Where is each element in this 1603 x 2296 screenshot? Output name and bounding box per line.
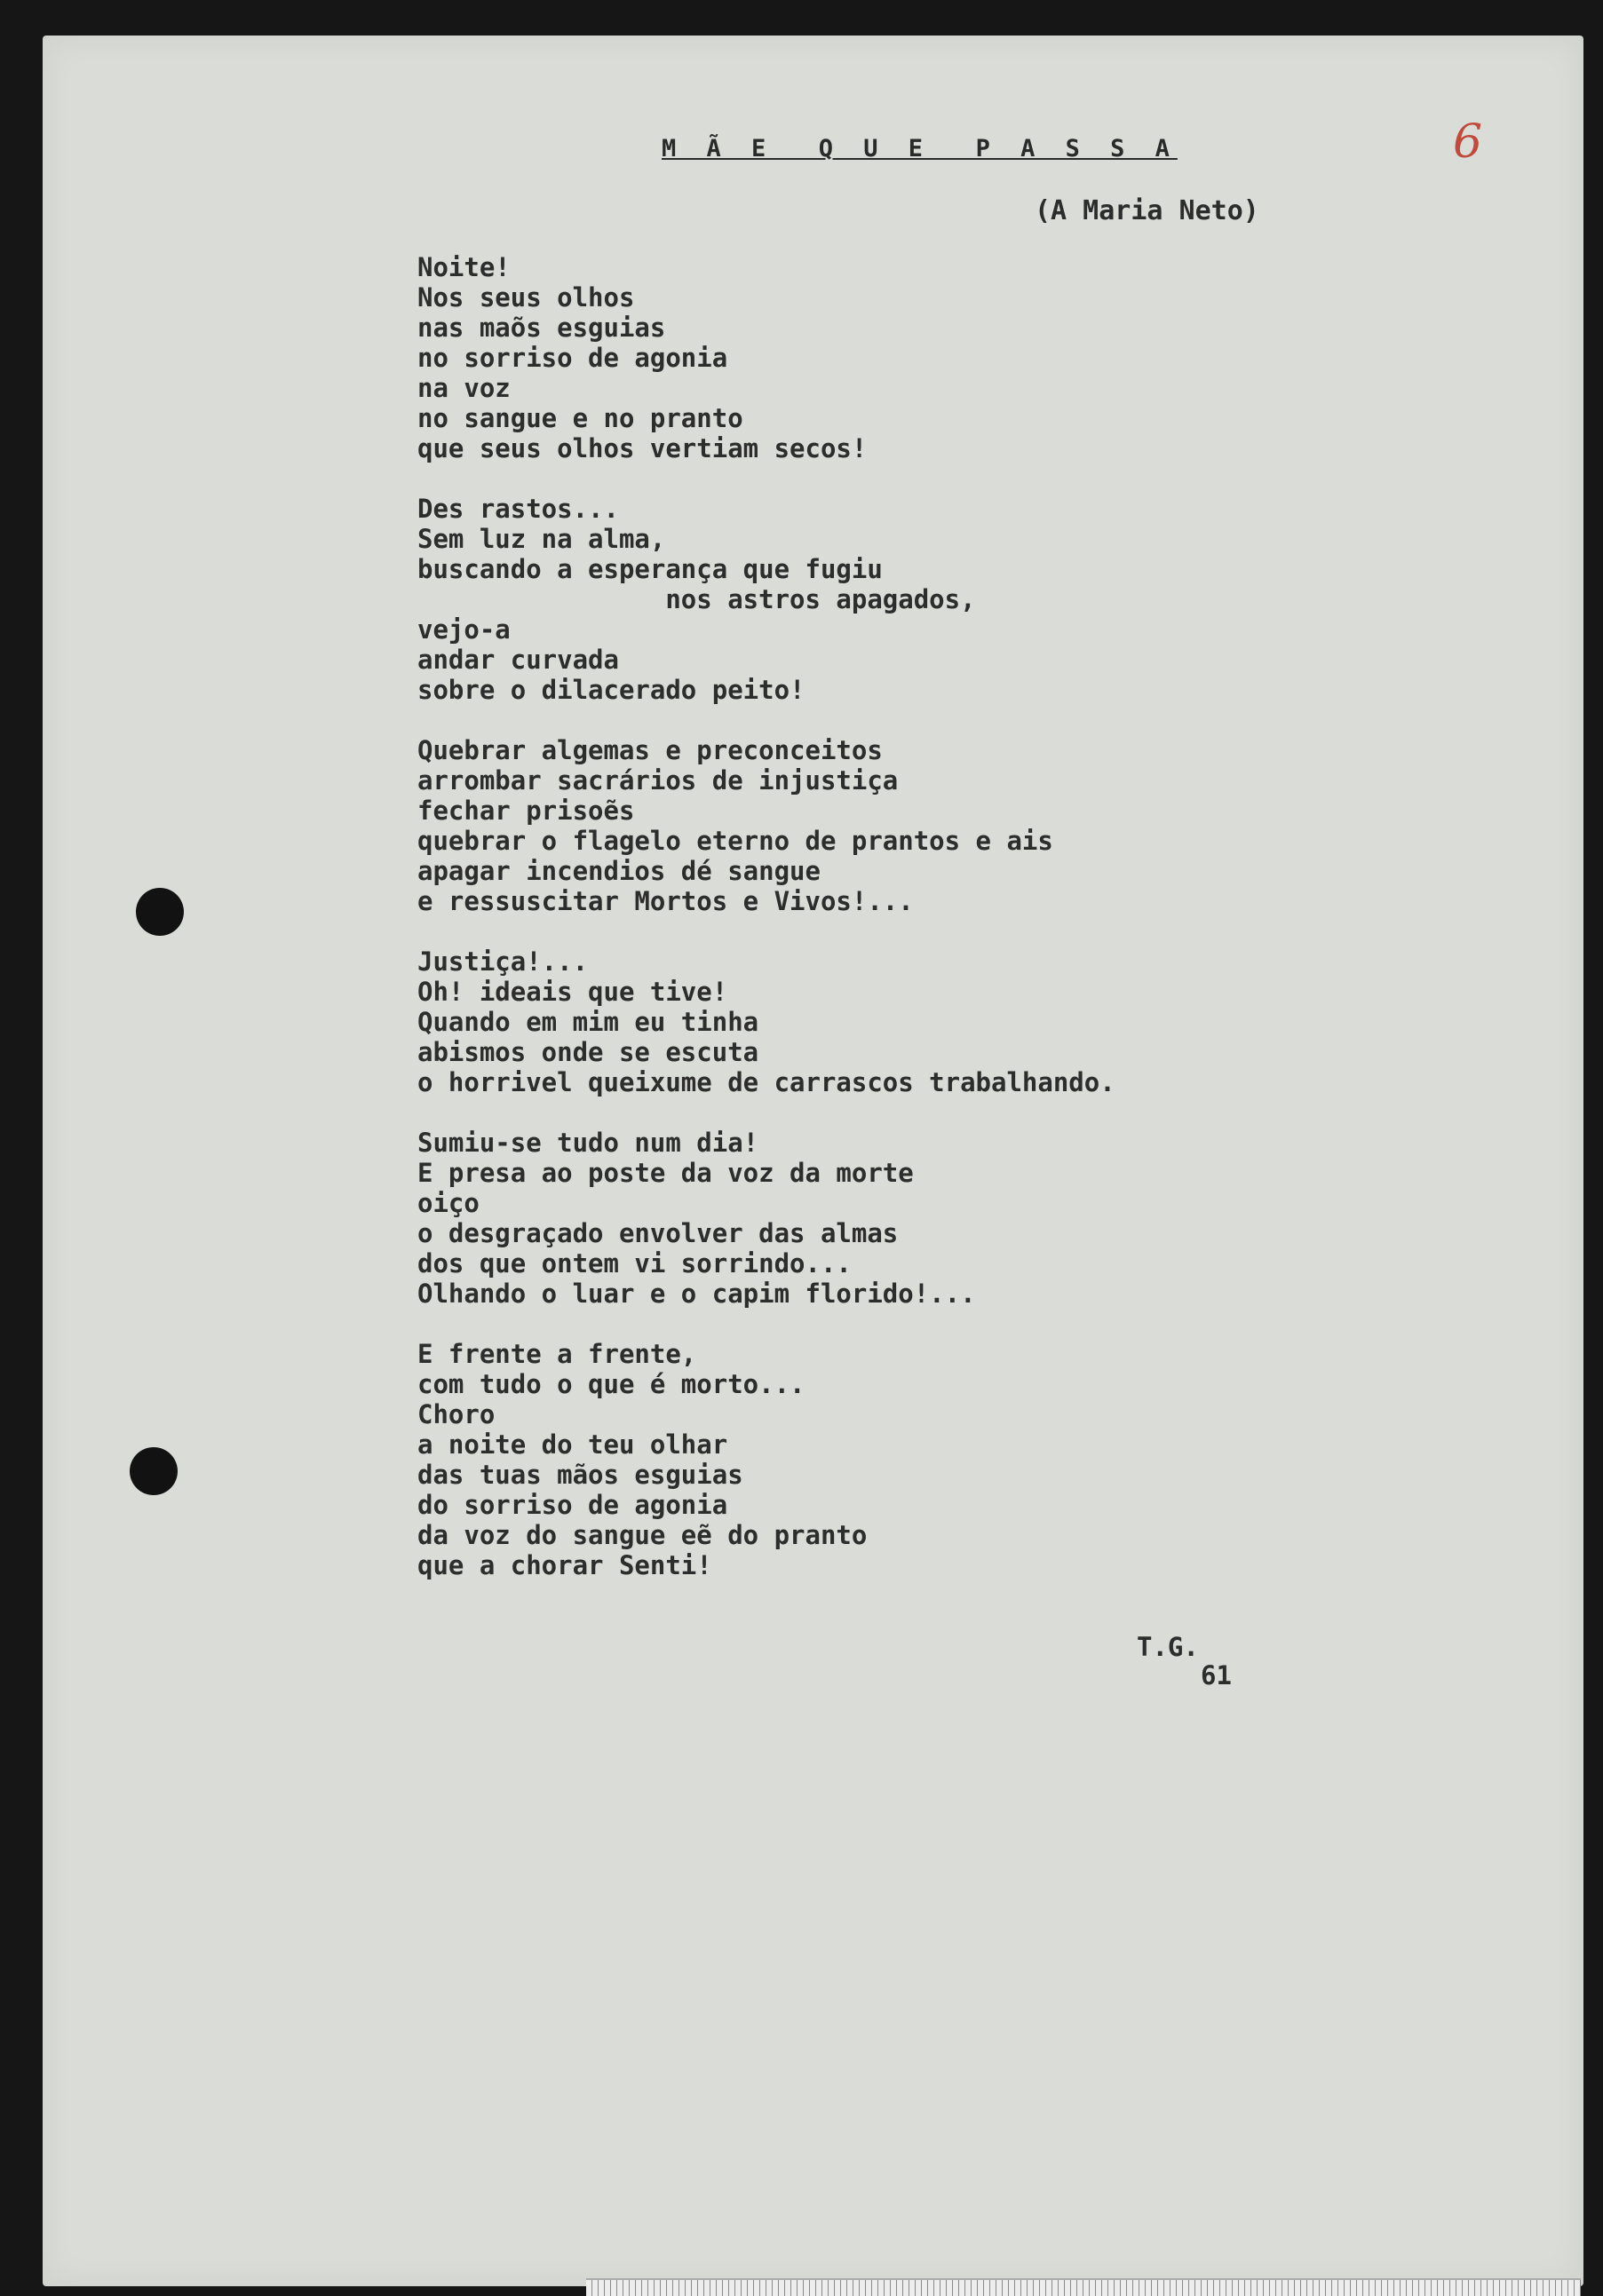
- poem-dedication: (A Maria Neto): [1035, 195, 1259, 226]
- poem-line: E frente a frente,: [417, 1339, 697, 1369]
- poem-line: fechar prisoẽs: [417, 796, 635, 826]
- poem-line: o desgraçado envolver das almas: [417, 1218, 899, 1248]
- page-number: 61: [1201, 1660, 1232, 1690]
- poem-line: quebrar o flagelo eterno de prantos e ais: [417, 826, 1053, 856]
- poem-body: [417, 252, 1305, 1611]
- poem-stanza: [417, 1128, 1305, 1309]
- poem-line: vejo-a: [417, 614, 511, 645]
- handwritten-page-mark: 6: [1453, 115, 1483, 169]
- archive-scale-bar: [586, 2278, 1581, 2296]
- poem-line: Des rastos...: [417, 494, 619, 524]
- poem-stanza: [417, 946, 1305, 1097]
- author-initials: T.G.: [1137, 1632, 1199, 1662]
- poem-line: no sorriso de agonia: [417, 343, 728, 373]
- poem-line: que a chorar Senti!: [417, 1550, 712, 1580]
- poem-stanza: [417, 735, 1305, 916]
- poem-line: apagar incendios dé sangue: [417, 856, 821, 886]
- punch-hole-top: [136, 888, 184, 936]
- poem-line: arrombar sacrários de injustiça: [417, 765, 899, 796]
- poem-line: com tudo o que é morto...: [417, 1369, 805, 1399]
- poem-line: que seus olhos vertiam secos!: [417, 433, 868, 463]
- poem-line: Oh! ideais que tive!: [417, 977, 728, 1007]
- poem-line: o horrivel queixume de carrascos trabalhando.: [417, 1067, 1115, 1097]
- poem-line: andar curvada: [417, 645, 619, 675]
- poem-line: Olhando o luar e o capim florido!...: [417, 1279, 976, 1309]
- poem-stanza: [417, 252, 1305, 463]
- poem-line: e ressuscitar Mortos e Vivos!...: [417, 886, 914, 916]
- poem-line: E presa ao poste da voz da morte: [417, 1158, 914, 1188]
- poem-line: sobre o dilacerado peito!: [417, 675, 805, 705]
- poem-line: Quebrar algemas e preconceitos: [417, 735, 883, 765]
- poem-line: nas maõs esguias: [417, 313, 666, 343]
- poem-line: Nos seus olhos: [417, 282, 635, 313]
- poem-line: oiço: [417, 1188, 480, 1218]
- poem-stanza: [417, 494, 1305, 705]
- poem-line: do sorriso de agonia: [417, 1490, 728, 1520]
- poem-line: a noite do teu olhar: [417, 1429, 728, 1460]
- poem-line: Noite!: [417, 252, 511, 282]
- poem-line: dos que ontem vi sorrindo...: [417, 1248, 852, 1279]
- poem-line: na voz: [417, 373, 511, 403]
- poem-line: Choro: [417, 1399, 496, 1429]
- poem-line: abismos onde se escuta: [417, 1037, 759, 1067]
- poem-line: Sumiu-se tudo num dia!: [417, 1128, 759, 1158]
- poem-line: nos astros apagados,: [417, 584, 976, 614]
- poem-line: buscando a esperança que fugiu: [417, 554, 883, 584]
- poem-line: da voz do sangue eẽ do pranto: [417, 1520, 868, 1550]
- poem-title: M Ã E Q U E P A S S A: [662, 135, 1178, 162]
- poem-line: Justiça!...: [417, 946, 589, 977]
- poem-line: no sangue e no pranto: [417, 403, 743, 433]
- punch-hole-bottom: [130, 1447, 178, 1495]
- poem-line: Quando em mim eu tinha: [417, 1007, 759, 1037]
- poem-line: das tuas mãos esguias: [417, 1460, 743, 1490]
- poem-line: Sem luz na alma,: [417, 524, 666, 554]
- poem-stanza: [417, 1339, 1305, 1580]
